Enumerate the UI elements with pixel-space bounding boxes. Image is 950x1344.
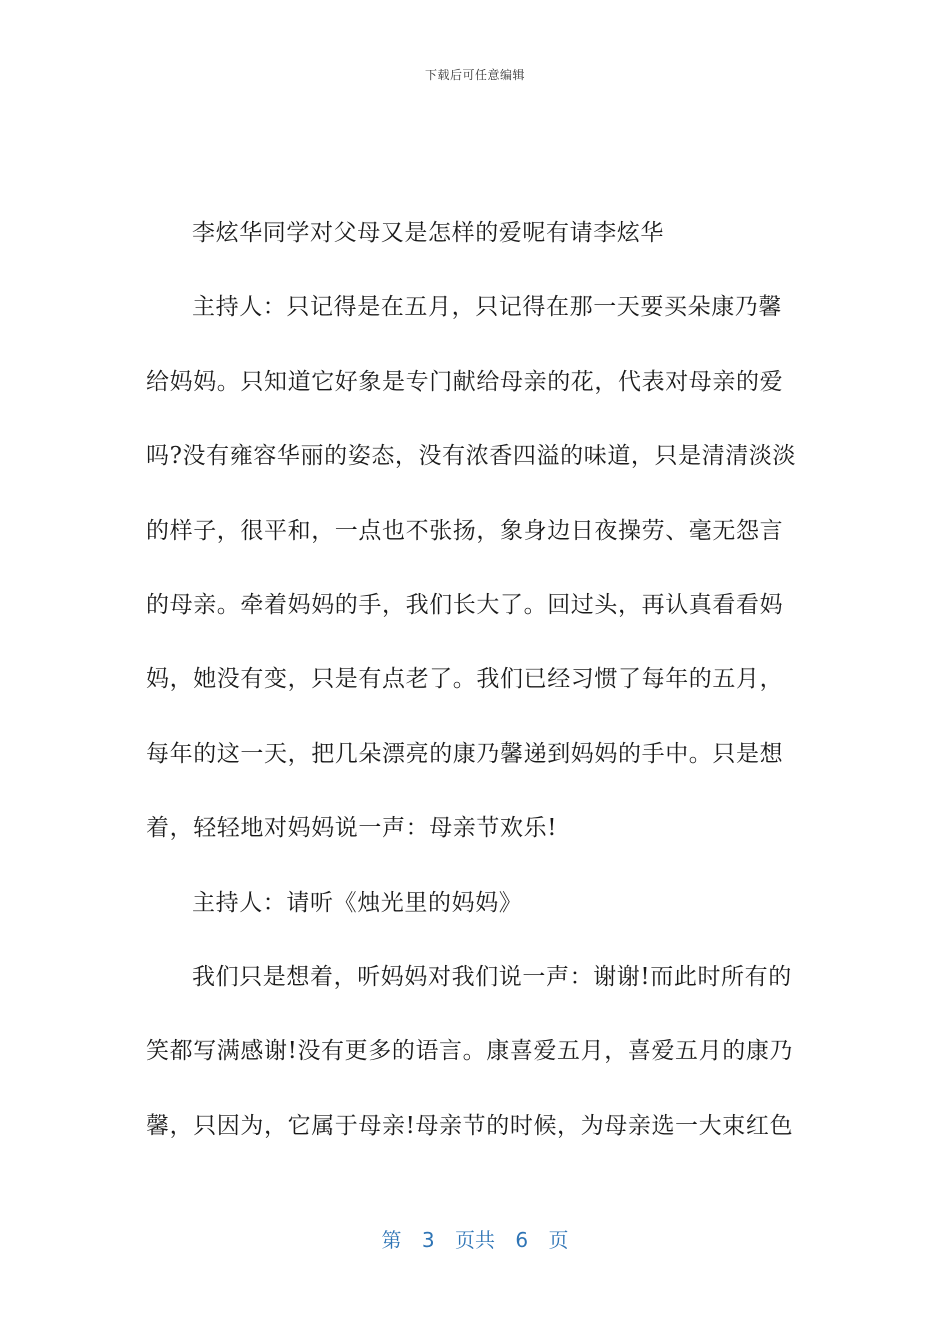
text-line: 馨，只因为，它属于母亲!母亲节的时候，为母亲选一大束红色 bbox=[146, 1112, 794, 1139]
text-line: 笑都写满感谢!没有更多的语言。康喜爱五月，喜爱五月的康乃 bbox=[146, 1038, 794, 1065]
text-line: 妈，她没有变，只是有点老了。我们已经习惯了每年的五月， bbox=[146, 666, 784, 693]
text-line: 每年的这一天，把几朵漂亮的康乃馨递到妈妈的手中。只是想 bbox=[146, 740, 784, 767]
paragraph-1 bbox=[146, 196, 806, 270]
text-line: 我们只是想着，听妈妈对我们说一声：谢谢!而此时所有的 bbox=[192, 963, 792, 990]
page-footer bbox=[0, 1224, 950, 1253]
text-line: 吗?没有雍容华丽的姿态，没有浓香四溢的味道，只是清清淡淡 bbox=[146, 443, 797, 470]
total-pages-number: 6 bbox=[515, 1228, 529, 1252]
text-line: 李炫华同学对父母又是怎样的爱呢有请李炫华 bbox=[192, 220, 664, 246]
paragraph-4 bbox=[146, 940, 806, 1163]
paragraph-3 bbox=[146, 866, 806, 940]
page-label-suffix: 页 bbox=[548, 1228, 569, 1252]
header-note: 下载后可任意编辑 bbox=[424, 68, 525, 82]
text-line: 的母亲。牵着妈妈的手，我们长大了。回过头，再认真看看妈 bbox=[146, 591, 784, 618]
text-line: 的样子，很平和，一点也不张扬，象身边日夜操劳、毫无怨言 bbox=[146, 517, 784, 544]
page-label-mid: 页共 bbox=[455, 1228, 495, 1252]
text-line: 着，轻轻地对妈妈说一声：母亲节欢乐! bbox=[146, 815, 558, 842]
document-body bbox=[146, 196, 806, 1163]
text-line: 给妈妈。只知道它好象是专门献给母亲的花，代表对母亲的爱 bbox=[146, 368, 784, 395]
text-line: 主持人：请听《烛光里的妈妈》 bbox=[192, 889, 523, 916]
paragraph-2 bbox=[146, 270, 806, 865]
page-label-prefix: 第 bbox=[381, 1228, 402, 1252]
current-page-number: 3 bbox=[421, 1228, 435, 1252]
text-line: 主持人：只记得是在五月，只记得在那一天要买朵康乃馨 bbox=[192, 294, 782, 321]
